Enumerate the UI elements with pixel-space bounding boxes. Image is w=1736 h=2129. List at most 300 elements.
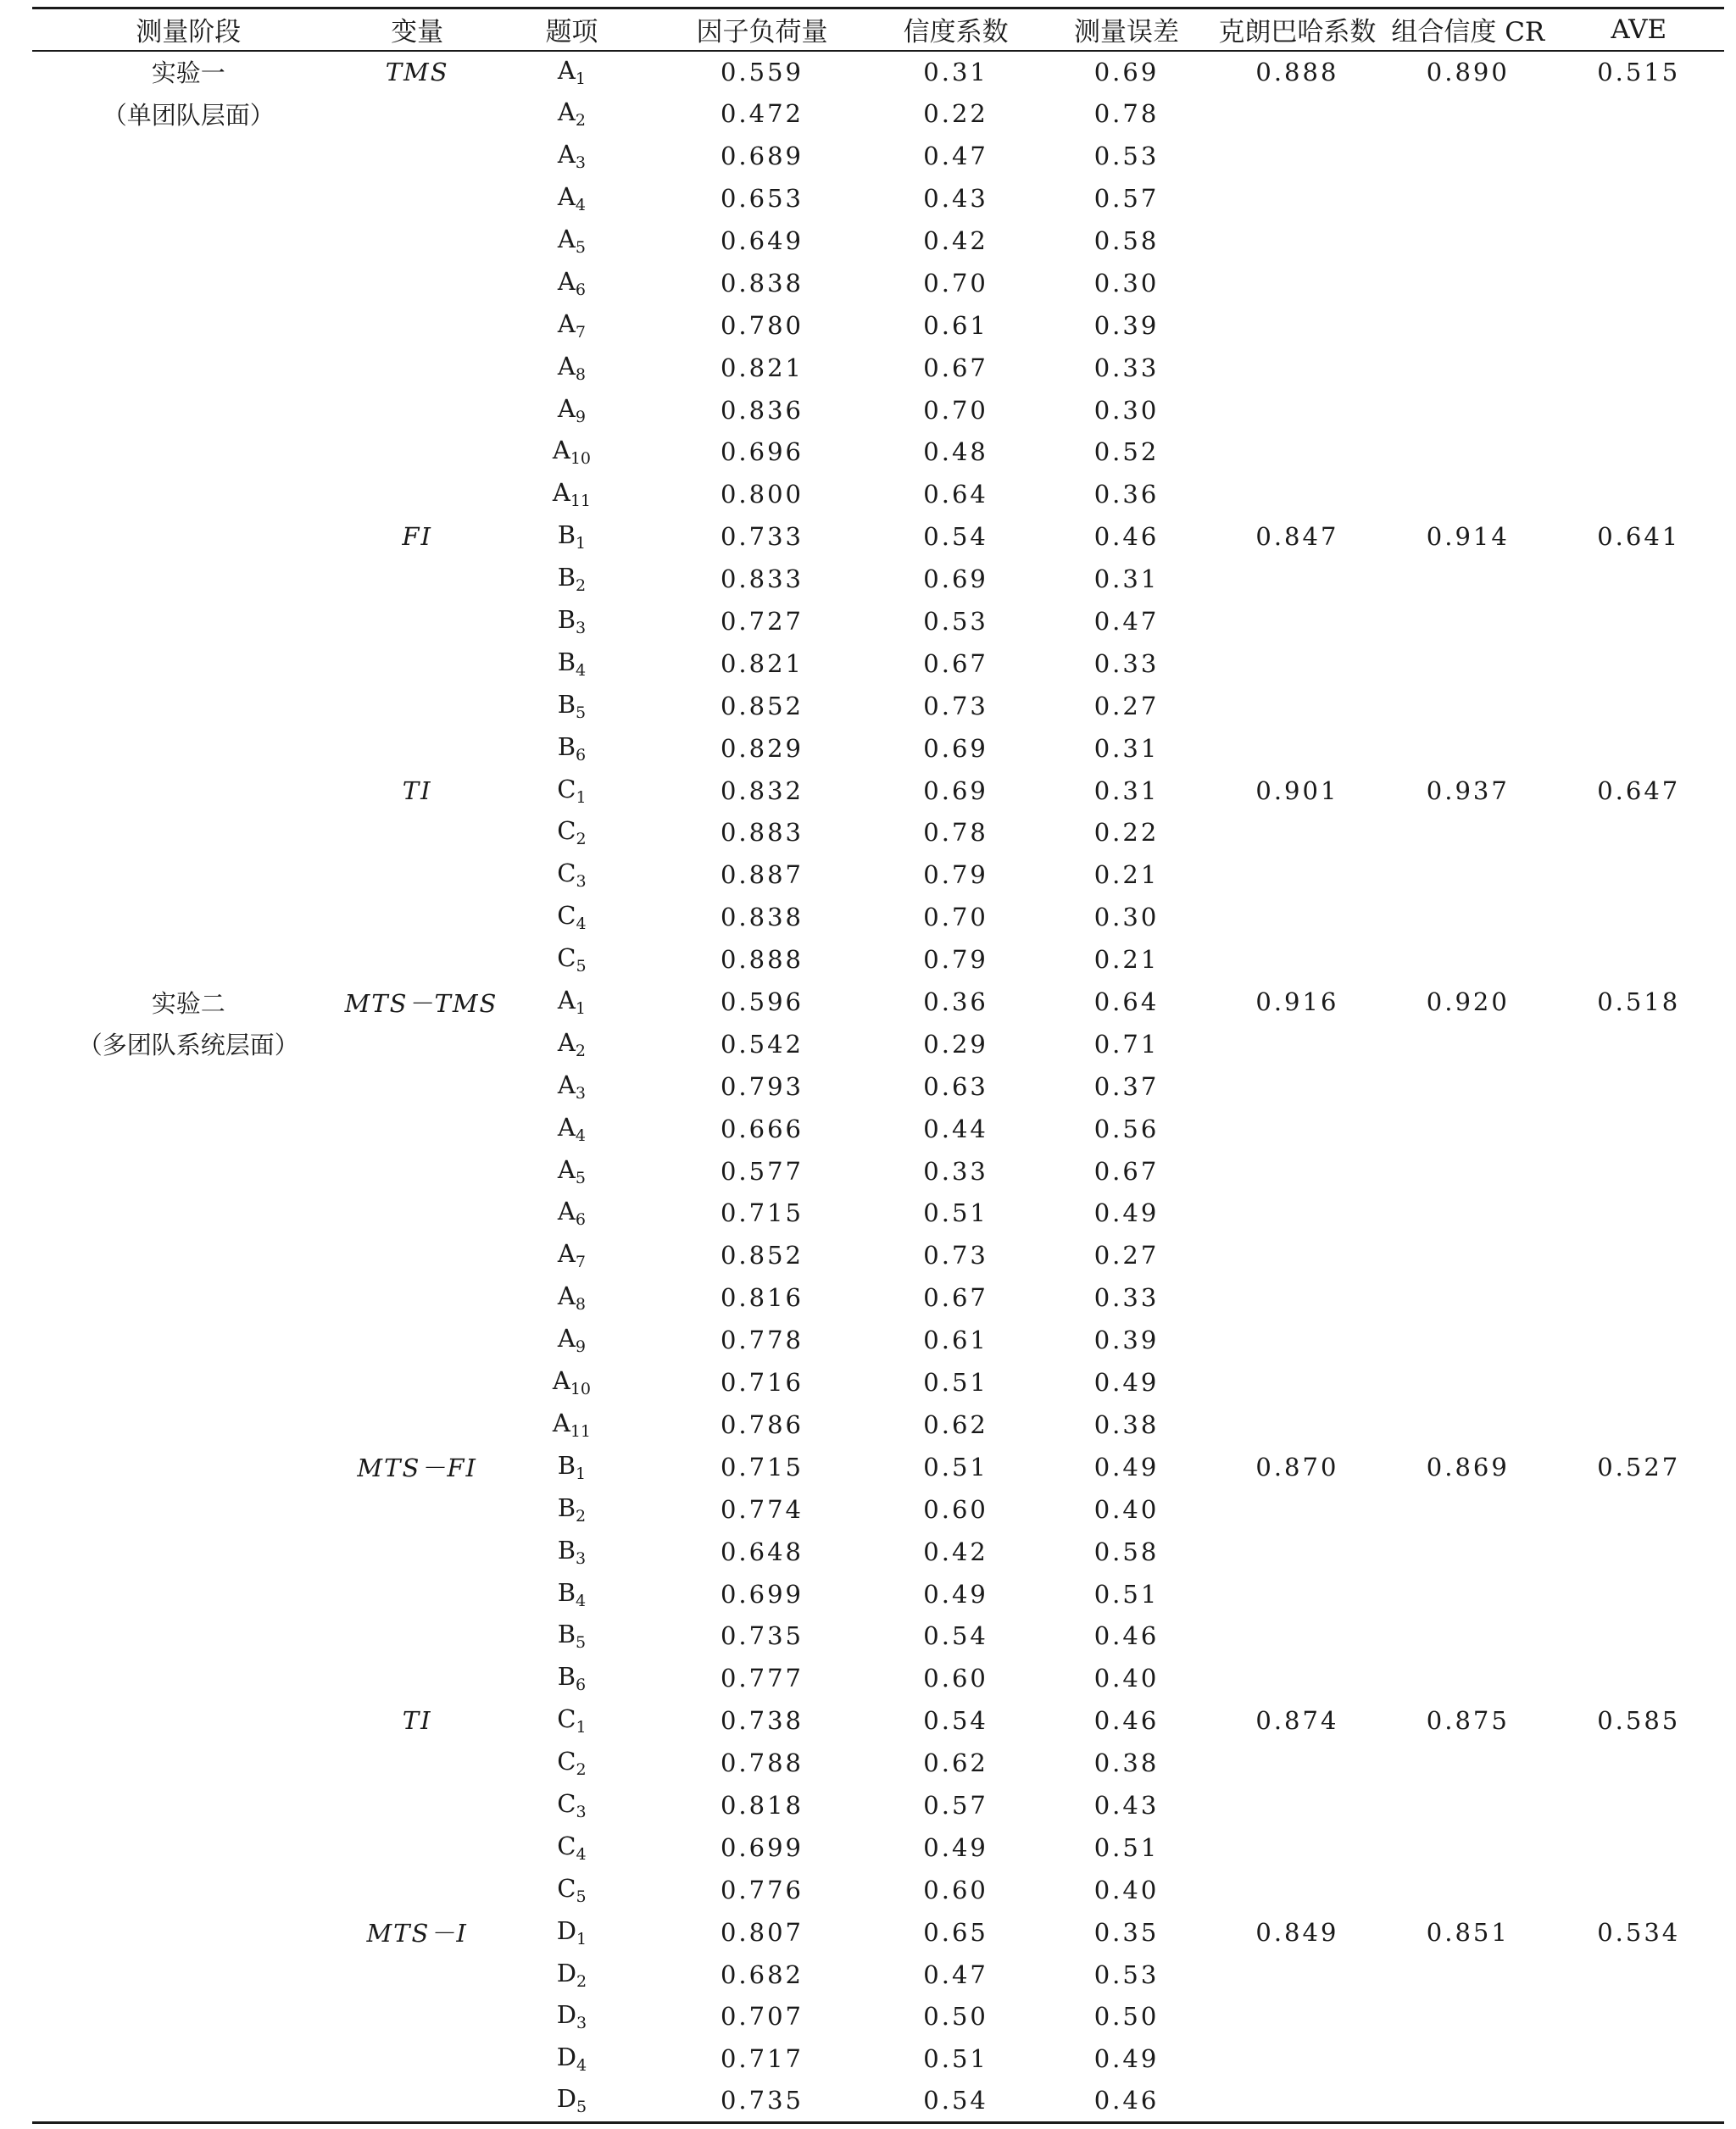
variable-cell xyxy=(345,1869,490,1911)
cronbach-alpha-cell xyxy=(1212,1192,1383,1235)
reliability-cell: 0.61 xyxy=(923,310,988,340)
factor-loading-cell: 0.780 xyxy=(720,310,804,340)
variable-cell xyxy=(345,558,490,600)
factor-loading-cell: 0.648 xyxy=(720,1537,804,1566)
measurement-error-cell: 0.27 xyxy=(1093,1241,1160,1270)
stage-cell xyxy=(32,727,345,770)
measurement-error-cell: 0.50 xyxy=(1093,2002,1160,2032)
measurement-error-cell: 0.64 xyxy=(1093,987,1160,1017)
factor-loading-cell: 0.800 xyxy=(720,480,804,509)
measurement-error-cell: 0.27 xyxy=(1093,691,1160,720)
item-subscript: 5 xyxy=(575,238,586,257)
factor-loading-cell: 0.816 xyxy=(720,1283,804,1313)
factor-loading-cell: 0.666 xyxy=(720,1114,804,1143)
stage-cell xyxy=(32,1065,345,1108)
table-row xyxy=(32,853,1724,896)
table-row xyxy=(32,1361,1724,1404)
factor-loading-cell: 0.821 xyxy=(720,353,804,382)
reliability-cell: 0.49 xyxy=(923,1579,988,1609)
item-cell xyxy=(490,1234,654,1276)
table-row xyxy=(32,938,1724,981)
stage-cell xyxy=(32,135,345,177)
stage-cell xyxy=(32,1911,345,1954)
factor-loading-cell: 0.596 xyxy=(720,987,804,1017)
factor-loading-cell: 0.542 xyxy=(720,1029,804,1059)
composite-reliability-cell xyxy=(1383,1234,1553,1276)
cronbach-alpha-cell xyxy=(1212,1150,1383,1192)
variable-cell xyxy=(345,304,490,347)
measurement-error-cell: 0.33 xyxy=(1093,353,1160,382)
ave-cell xyxy=(1554,853,1724,896)
header-reliability: 信度系数 xyxy=(871,8,1041,51)
composite-reliability-cell xyxy=(1383,2037,1553,2080)
stage-cell xyxy=(32,389,345,431)
measurement-error-cell: 0.46 xyxy=(1041,2080,1211,2122)
item-subscript: 2 xyxy=(576,830,587,849)
item-subscript: 3 xyxy=(576,1548,587,1568)
cronbach-alpha-cell xyxy=(1212,431,1383,474)
composite-reliability-cell xyxy=(1383,304,1553,347)
ave-cell xyxy=(1554,727,1724,770)
reliability-cell: 0.70 xyxy=(923,903,988,932)
item-letter: A xyxy=(557,351,576,381)
ave-cell xyxy=(1554,2080,1724,2122)
ave-cell xyxy=(1554,1742,1724,1784)
item-cell xyxy=(490,389,654,431)
reliability-cell: 0.60 xyxy=(923,1875,988,1904)
table-row xyxy=(32,1995,1724,2037)
table-body xyxy=(32,51,1724,2123)
reliability-cell: 0.60 xyxy=(923,1664,988,1693)
cronbach-alpha-cell xyxy=(1212,220,1383,262)
header-measurement-error: 测量误差 xyxy=(1041,8,1211,51)
cronbach-alpha-cell xyxy=(1212,1995,1383,2037)
header-row xyxy=(32,8,1724,51)
composite-reliability-cell xyxy=(1383,896,1553,938)
cronbach-alpha-cell xyxy=(1212,304,1383,347)
item-subscript: 7 xyxy=(575,322,586,342)
reliability-cell: 0.62 xyxy=(923,1409,988,1439)
table-row xyxy=(32,1531,1724,1573)
item-subscript: 1 xyxy=(576,1718,587,1737)
composite-reliability-cell xyxy=(1383,92,1553,135)
table-row xyxy=(32,1657,1724,1699)
measurement-error-cell: 0.35 xyxy=(1093,1917,1160,1947)
stage-cell xyxy=(32,347,345,389)
variable-cell xyxy=(345,389,490,431)
reliability-cell: 0.54 xyxy=(923,522,988,552)
stage-cell xyxy=(32,770,345,812)
cronbach-alpha-cell: 0.901 xyxy=(1255,775,1339,805)
item-cell xyxy=(490,1319,654,1361)
stage-cell xyxy=(32,1150,345,1192)
variable-cell xyxy=(345,600,490,642)
item-letter: B xyxy=(557,731,576,761)
cronbach-alpha-cell xyxy=(1212,389,1383,431)
ave-cell xyxy=(1554,1826,1724,1869)
ave-cell xyxy=(1554,1954,1724,1996)
cronbach-alpha-cell xyxy=(1212,135,1383,177)
item-letter: A xyxy=(557,309,576,338)
item-subscript: 4 xyxy=(575,1126,586,1145)
factor-loading-cell: 0.838 xyxy=(720,268,804,297)
item-cell xyxy=(490,2037,654,2080)
cronbach-alpha-cell: 0.916 xyxy=(1255,987,1339,1017)
reliability-cell: 0.79 xyxy=(923,860,988,890)
item-letter: A xyxy=(557,1112,576,1142)
variable-cell xyxy=(345,1573,490,1615)
factor-loading-cell: 0.833 xyxy=(720,564,804,594)
factor-loading-cell: 0.818 xyxy=(720,1790,804,1820)
composite-reliability-cell xyxy=(1383,1404,1553,1446)
table-row xyxy=(32,304,1724,347)
cronbach-alpha-cell xyxy=(1212,896,1383,938)
item-subscript: 3 xyxy=(576,619,587,638)
cronbach-alpha-cell: 0.847 xyxy=(1255,522,1339,552)
cronbach-alpha-cell: 0.888 xyxy=(1255,57,1339,86)
factor-loading-cell: 0.716 xyxy=(720,1368,804,1398)
item-subscript: 1 xyxy=(576,534,587,553)
stage-cell xyxy=(32,558,345,600)
item-cell xyxy=(490,473,654,515)
item-subscript: 2 xyxy=(576,576,587,596)
factor-loading-cell: 0.559 xyxy=(720,57,804,86)
item-letter: A xyxy=(557,140,576,170)
item-letter: A xyxy=(557,393,576,423)
stage-cell xyxy=(32,1276,345,1319)
item-cell xyxy=(490,558,654,600)
reliability-cell: 0.79 xyxy=(923,945,988,975)
table-row xyxy=(32,177,1724,220)
measurement-error-cell: 0.37 xyxy=(1093,1071,1160,1101)
factor-loading-cell: 0.887 xyxy=(720,860,804,890)
variable-cell xyxy=(345,1234,490,1276)
variable-cell xyxy=(345,727,490,770)
factor-loading-cell: 0.777 xyxy=(720,1664,804,1693)
cronbach-alpha-cell xyxy=(1212,347,1383,389)
table-row xyxy=(32,135,1724,177)
stage-cell xyxy=(32,1488,345,1531)
item-letter: C xyxy=(557,943,576,973)
header-cronbach-alpha: 克朗巴哈系数 xyxy=(1212,8,1383,51)
measurement-error-cell: 0.33 xyxy=(1093,648,1160,678)
composite-reliability-cell xyxy=(1383,389,1553,431)
item-subscript: 8 xyxy=(575,364,586,384)
ave-cell: 0.527 xyxy=(1597,1452,1681,1481)
ave-cell xyxy=(1554,1108,1724,1150)
measurement-error-cell: 0.40 xyxy=(1093,1875,1160,1904)
item-letter: A xyxy=(557,1027,576,1057)
item-subscript: 2 xyxy=(575,111,586,131)
reliability-cell: 0.54 xyxy=(923,1706,988,1736)
table-row xyxy=(32,1023,1724,1065)
cronbach-alpha-cell xyxy=(1212,1573,1383,1615)
ave-cell xyxy=(1554,1150,1724,1192)
item-subscript: 4 xyxy=(576,914,587,934)
item-cell xyxy=(490,1615,654,1657)
composite-reliability-cell xyxy=(1383,1531,1553,1573)
composite-reliability-cell xyxy=(1383,135,1553,177)
item-subscript: 4 xyxy=(576,1591,587,1610)
variable-cell xyxy=(345,347,490,389)
reliability-cell: 0.62 xyxy=(923,1748,988,1778)
item-letter: A xyxy=(552,1366,570,1396)
cronbach-alpha-cell xyxy=(1212,938,1383,981)
stage-cell: 实验一 xyxy=(151,58,225,88)
item-subscript: 3 xyxy=(575,153,586,173)
table-row xyxy=(32,600,1724,642)
reliability-cell: 0.63 xyxy=(923,1071,988,1101)
variable-cell: FI xyxy=(402,522,432,552)
stage-cell xyxy=(32,600,345,642)
ave-cell: 0.518 xyxy=(1597,987,1681,1017)
item-letter: D xyxy=(556,1958,577,1987)
reliability-cell: 0.47 xyxy=(923,1959,988,1989)
item-cell xyxy=(490,981,654,1023)
item-letter: D xyxy=(556,2000,577,2030)
stage-cell xyxy=(32,431,345,474)
table-row xyxy=(32,1826,1724,1869)
ave-cell xyxy=(1554,1361,1724,1404)
table-row xyxy=(32,1954,1724,1996)
ave-cell xyxy=(1554,135,1724,177)
variable-cell: MTS－TMS xyxy=(344,988,498,1018)
composite-reliability-cell xyxy=(1383,1192,1553,1235)
reliability-cell: 0.47 xyxy=(923,142,988,171)
table-row xyxy=(32,1784,1724,1826)
table-row xyxy=(32,812,1724,854)
composite-reliability-cell xyxy=(1383,1108,1553,1150)
item-letter: C xyxy=(557,1831,576,1860)
reliability-cell: 0.51 xyxy=(923,1452,988,1481)
ave-cell xyxy=(1554,642,1724,685)
factor-loading-cell: 0.838 xyxy=(720,903,804,932)
item-letter: B xyxy=(557,647,576,676)
ave-cell xyxy=(1554,1531,1724,1573)
ave-cell xyxy=(1554,1023,1724,1065)
stage-cell xyxy=(32,642,345,685)
variable-cell xyxy=(345,92,490,135)
stage-cell xyxy=(32,1784,345,1826)
stage-cell xyxy=(32,304,345,347)
item-letter: A xyxy=(557,97,576,127)
factor-loading-cell: 0.888 xyxy=(720,945,804,975)
table-row xyxy=(32,1869,1724,1911)
cronbach-alpha-cell xyxy=(1212,1531,1383,1573)
factor-loading-cell: 0.738 xyxy=(720,1706,804,1736)
measurement-error-cell: 0.43 xyxy=(1093,1790,1160,1820)
cronbach-alpha-cell xyxy=(1212,2080,1383,2122)
item-cell xyxy=(490,51,654,93)
item-cell xyxy=(490,642,654,685)
reliability-cell: 0.73 xyxy=(923,691,988,720)
table-row xyxy=(32,220,1724,262)
reliability-cell: 0.49 xyxy=(923,1832,988,1862)
item-subscript: 5 xyxy=(576,703,587,722)
reliability-cell: 0.73 xyxy=(923,1241,988,1270)
ave-cell xyxy=(1554,1234,1724,1276)
variable-cell xyxy=(345,642,490,685)
item-letter: A xyxy=(557,1070,576,1099)
reliability-cell: 0.48 xyxy=(923,437,988,467)
cronbach-alpha-cell xyxy=(1212,1869,1383,1911)
item-cell xyxy=(490,1699,654,1742)
factor-loading-cell: 0.776 xyxy=(720,1875,804,1904)
item-subscript: 11 xyxy=(570,492,591,511)
variable-cell xyxy=(345,1108,490,1150)
composite-reliability-cell xyxy=(1383,1742,1553,1784)
item-letter: A xyxy=(552,478,570,508)
factor-loading-cell: 0.727 xyxy=(720,607,804,636)
ave-cell xyxy=(1554,600,1724,642)
stage-cell xyxy=(32,2037,345,2080)
composite-reliability-cell xyxy=(1383,1488,1553,1531)
reliability-cell: 0.43 xyxy=(923,184,988,214)
table-row xyxy=(32,262,1724,304)
ave-cell xyxy=(1554,304,1724,347)
ave-cell xyxy=(1554,1869,1724,1911)
item-cell xyxy=(490,1869,654,1911)
item-cell xyxy=(490,853,654,896)
measurement-error-cell: 0.31 xyxy=(1093,775,1160,805)
cronbach-alpha-cell xyxy=(1212,1276,1383,1319)
stage-cell xyxy=(32,177,345,220)
item-subscript: 1 xyxy=(575,999,586,1019)
item-subscript: 10 xyxy=(570,1380,591,1399)
variable-cell xyxy=(345,220,490,262)
cronbach-alpha-cell xyxy=(1212,727,1383,770)
variable-cell xyxy=(345,2080,490,2122)
header-stage: 测量阶段 xyxy=(32,8,345,51)
reliability-cell: 0.31 xyxy=(923,57,988,86)
measurement-error-cell: 0.38 xyxy=(1093,1748,1160,1778)
composite-reliability-cell: 0.890 xyxy=(1426,57,1510,86)
stage-cell xyxy=(32,1319,345,1361)
cronbach-alpha-cell xyxy=(1212,92,1383,135)
item-subscript: 8 xyxy=(575,1295,586,1315)
composite-reliability-cell xyxy=(1383,1361,1553,1404)
stage-cell xyxy=(32,1361,345,1404)
composite-reliability-cell xyxy=(1383,1657,1553,1699)
ave-cell xyxy=(1554,1276,1724,1319)
stage-cell: （单团队层面） xyxy=(102,100,275,130)
item-subscript: 11 xyxy=(570,1421,591,1441)
composite-reliability-cell xyxy=(1383,220,1553,262)
header-variable: 变量 xyxy=(345,8,490,51)
measurement-error-cell: 0.67 xyxy=(1093,1156,1160,1186)
item-letter: A xyxy=(557,1154,576,1184)
factor-loading-cell: 0.836 xyxy=(720,395,804,425)
item-cell xyxy=(490,1954,654,1996)
reliability-cell: 0.67 xyxy=(923,353,988,382)
stage-cell xyxy=(32,1699,345,1742)
factor-loading-cell: 0.682 xyxy=(720,1959,804,1989)
item-subscript: 6 xyxy=(575,280,586,299)
item-letter: B xyxy=(557,1662,576,1692)
reliability-cell: 0.69 xyxy=(923,564,988,594)
table-row xyxy=(32,1404,1724,1446)
item-letter: A xyxy=(557,225,576,253)
table-row xyxy=(32,1276,1724,1319)
item-letter: A xyxy=(557,182,576,212)
table-row xyxy=(32,515,1724,558)
table-row xyxy=(32,1699,1724,1742)
stage-cell: 实验二 xyxy=(151,988,225,1018)
item-subscript: 7 xyxy=(575,1253,586,1272)
table-header xyxy=(32,8,1724,51)
composite-reliability-cell xyxy=(1383,177,1553,220)
item-cell xyxy=(490,1742,654,1784)
ave-cell xyxy=(1554,220,1724,262)
item-subscript: 5 xyxy=(575,1168,586,1187)
variable-cell xyxy=(345,262,490,304)
measurement-error-cell: 0.30 xyxy=(1093,395,1160,425)
composite-reliability-cell xyxy=(1383,1869,1553,1911)
cronbach-alpha-cell xyxy=(1212,1404,1383,1446)
item-cell xyxy=(490,938,654,981)
cronbach-alpha-cell xyxy=(1212,1234,1383,1276)
measurement-error-cell: 0.51 xyxy=(1093,1832,1160,1862)
ave-cell xyxy=(1554,1995,1724,2037)
measurement-error-cell: 0.31 xyxy=(1093,733,1160,763)
variable-cell xyxy=(345,1784,490,1826)
item-letter: B xyxy=(557,1450,576,1480)
ave-cell xyxy=(1554,1488,1724,1531)
reliability-cell: 0.69 xyxy=(923,733,988,763)
item-cell xyxy=(490,1488,654,1531)
ave-cell xyxy=(1554,1615,1724,1657)
composite-reliability-cell xyxy=(1383,685,1553,727)
table-row xyxy=(32,1150,1724,1192)
stage-cell xyxy=(32,1742,345,1784)
table-row xyxy=(32,1319,1724,1361)
cronbach-alpha-cell xyxy=(1212,1954,1383,1996)
item-subscript: 3 xyxy=(576,1802,587,1821)
item-letter: B xyxy=(557,563,576,592)
ave-cell xyxy=(1554,938,1724,981)
reliability-cell: 0.54 xyxy=(871,2080,1041,2122)
composite-reliability-cell: 0.920 xyxy=(1426,987,1510,1017)
table-row xyxy=(32,1742,1724,1784)
variable-cell: MTS－FI xyxy=(357,1454,477,1483)
cronbach-alpha-cell xyxy=(1212,812,1383,854)
variable-cell xyxy=(345,1742,490,1784)
composite-reliability-cell xyxy=(1383,727,1553,770)
stage-cell xyxy=(32,1108,345,1150)
item-letter: A xyxy=(552,436,570,465)
reliability-cell: 0.51 xyxy=(923,1368,988,1398)
stage-cell xyxy=(32,220,345,262)
item-cell xyxy=(490,770,654,812)
variable-cell xyxy=(345,1192,490,1235)
cronbach-alpha-cell xyxy=(1212,177,1383,220)
reliability-cell: 0.61 xyxy=(923,1326,988,1355)
variable-cell xyxy=(345,853,490,896)
variable-cell xyxy=(345,1657,490,1699)
ave-cell xyxy=(1554,2037,1724,2080)
composite-reliability-cell xyxy=(1383,431,1553,474)
composite-reliability-cell xyxy=(1383,1023,1553,1065)
variable-cell: MTS－I xyxy=(366,1919,468,1948)
variable-cell xyxy=(345,135,490,177)
item-subscript: 5 xyxy=(576,957,587,976)
table-row xyxy=(32,770,1724,812)
item-subscript: 1 xyxy=(576,1464,587,1483)
measurement-error-cell: 0.69 xyxy=(1093,57,1160,86)
item-letter: C xyxy=(557,859,576,888)
item-cell xyxy=(490,685,654,727)
item-letter: B xyxy=(557,520,576,550)
